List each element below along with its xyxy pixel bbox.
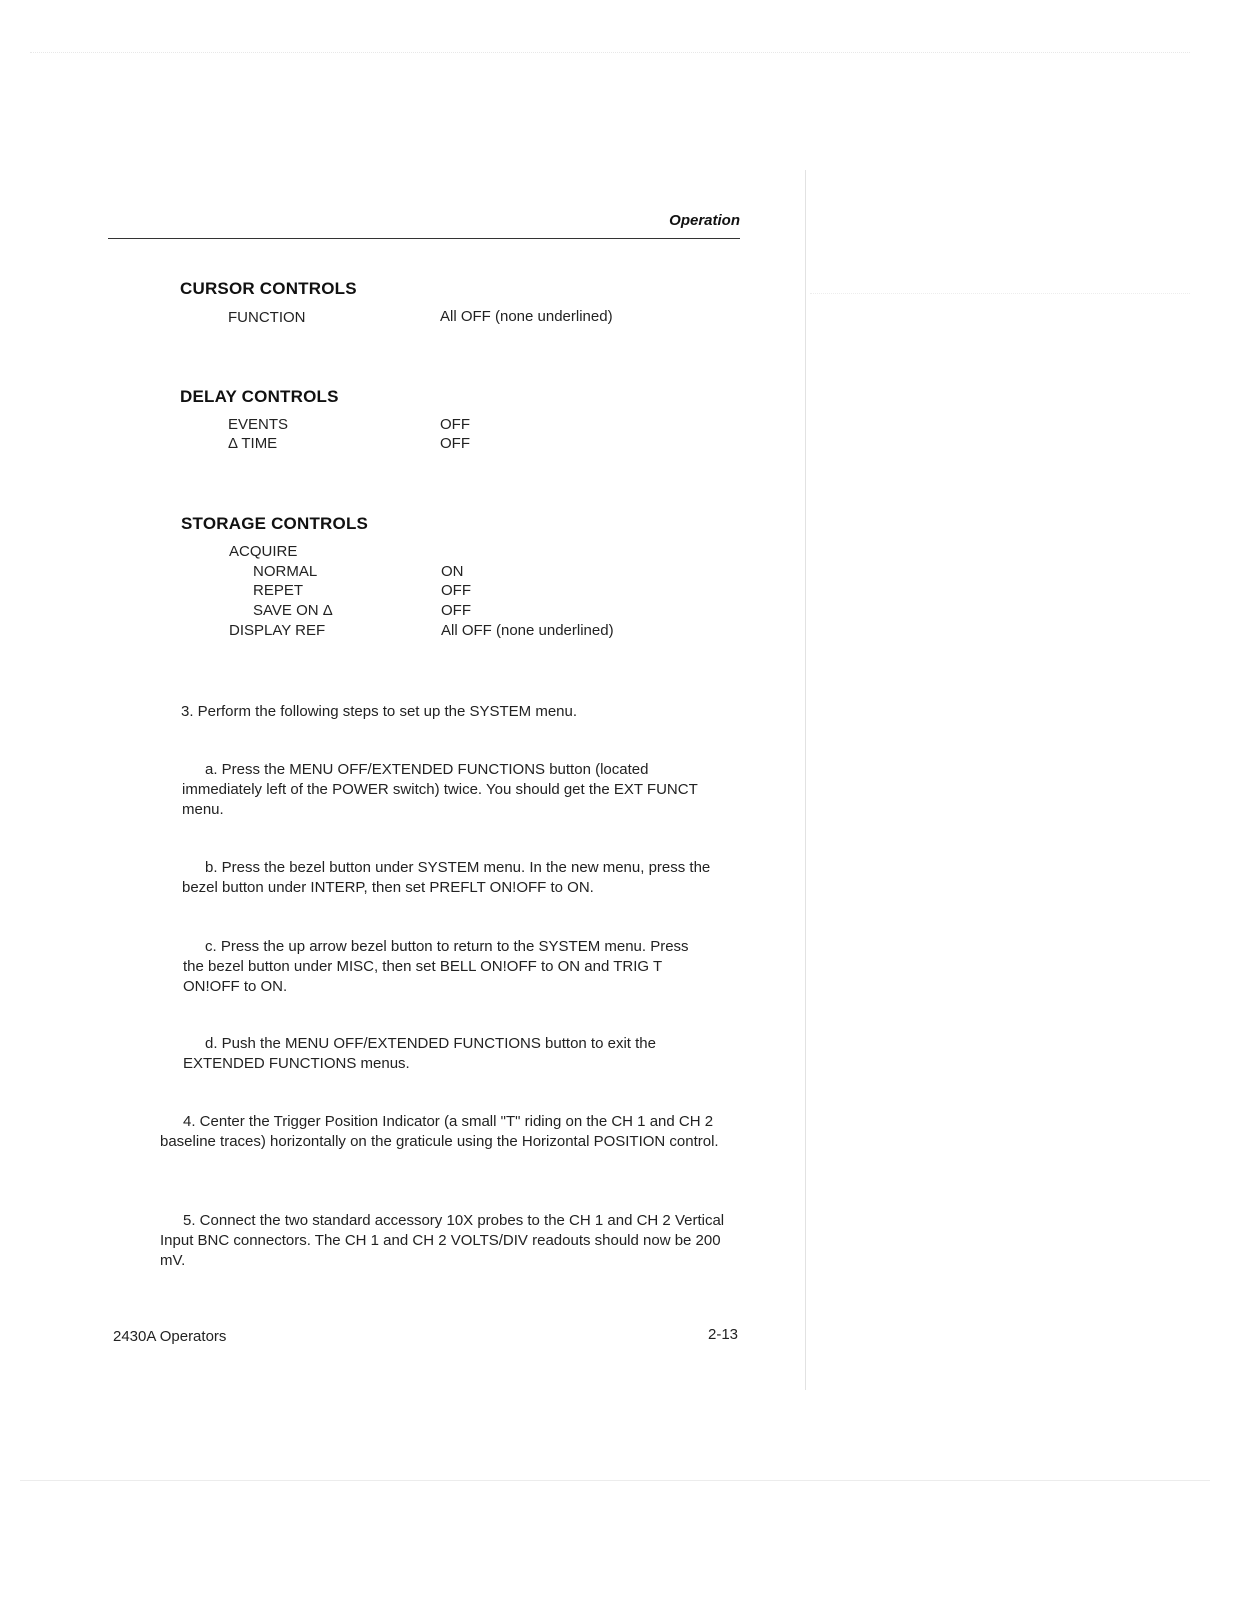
setting-label: NORMAL <box>253 563 318 580</box>
step-paragraph: c. Press the up arrow bezel button to return to the SYSTEM menu. Press the bezel button under MISC, then set BELL ON!OFF to ON and TRIG T ON!OFF to ON. <box>183 938 689 995</box>
setting-value: OFF <box>441 602 471 619</box>
setting-label: SAVE ON Δ <box>253 602 333 619</box>
scan-artifact-line <box>810 293 1190 294</box>
setting-label: FUNCTION <box>228 309 306 326</box>
section-title-cursor-controls: CURSOR CONTROLS <box>180 279 357 298</box>
running-header: Operation <box>669 212 740 229</box>
step-paragraph: 4. Center the Trigger Position Indicator (a small "T" riding on the CH 1 and CH 2 baseline traces) horizontally on the graticule using the Horizontal POSITION control. <box>160 1113 719 1150</box>
setting-value: ON <box>441 563 464 580</box>
setting-value: All OFF (none underlined) <box>441 622 614 639</box>
step-paragraph: 5. Connect the two standard accessory 10X probes to the CH 1 and CH 2 Vertical Input BNC connectors. The CH 1 and CH 2 VOLTS/DIV readouts should now be 200 mV. <box>160 1212 725 1269</box>
section-title-storage-controls: STORAGE CONTROLS <box>181 514 369 533</box>
footer-page-number: 2-13 <box>708 1326 739 1343</box>
setting-label: DISPLAY REF <box>229 622 326 639</box>
setting-value: OFF <box>441 582 471 599</box>
setting-label: ACQUIRE <box>229 543 298 560</box>
setting-value: OFF <box>440 435 470 452</box>
setting-value: All OFF (none underlined) <box>440 308 613 325</box>
setting-label: REPET <box>253 582 304 599</box>
setting-label: Δ TIME <box>228 435 278 452</box>
step-paragraph: a. Press the MENU OFF/EXTENDED FUNCTIONS button (located immediately left of the POWER switch) twice. You should get the EXT FUNCT menu. <box>182 761 698 818</box>
step-paragraph: 3. Perform the following steps to set up the SYSTEM menu. <box>181 703 578 720</box>
setting-value: OFF <box>440 416 470 433</box>
section-title-delay-controls: DELAY CONTROLS <box>180 387 339 406</box>
setting-label: EVENTS <box>228 416 289 433</box>
step-paragraph: b. Press the bezel button under SYSTEM menu. In the new menu, press the bezel button under INTERP, then set PREFLT ON!OFF to ON. <box>182 859 711 896</box>
scan-artifact-line <box>20 1480 1210 1481</box>
step-paragraph: d. Push the MENU OFF/EXTENDED FUNCTIONS button to exit the EXTENDED FUNCTIONS menus. <box>183 1035 656 1072</box>
scan-artifact-line <box>30 52 1190 53</box>
footer-manual-title: 2430A Operators <box>113 1328 227 1345</box>
scan-artifact-line <box>805 170 806 1390</box>
header-rule <box>108 238 740 239</box>
